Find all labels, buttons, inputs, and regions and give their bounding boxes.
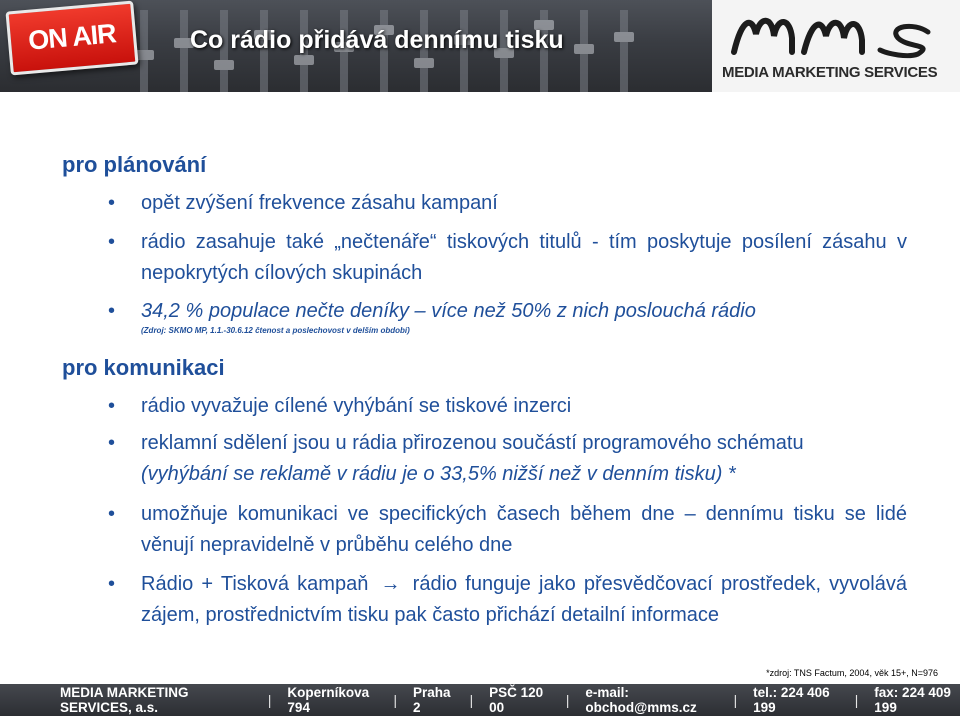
footer-bar xyxy=(0,684,960,716)
mms-logo-mark-icon xyxy=(728,8,948,60)
mms-logo xyxy=(712,0,960,92)
footer-separator: | xyxy=(267,692,272,708)
source-note: (Zdroj: SKMO MP, 1.1.-30.6.12 čtenost a poslechovost v delším období) xyxy=(141,326,410,335)
bullet-icon: • xyxy=(108,432,116,454)
list-item: reklamní sdělení jsou u rádia přirozenou součástí programového schématu xyxy=(141,432,804,454)
arrow-right-icon: → xyxy=(380,573,401,595)
section-title-communication: pro komunikaci xyxy=(62,355,225,380)
list-item: rádio vyvažuje cílené vyhýbání se tiskové inzerci xyxy=(141,395,572,417)
bullet-icon: • xyxy=(108,573,116,595)
list-item-continuation: (vyhýbání se reklamě v rádiu je o 33,5% nižší než v denním tisku) * xyxy=(141,463,736,485)
footer-separator: | xyxy=(393,692,397,708)
footer-separator: | xyxy=(854,692,859,708)
list-item: rádio zasahuje také „nečtenáře“ tiskových titulů - tím poskytuje posílení zásahu v nepokrytých cílových skupinách xyxy=(141,231,907,284)
list-item xyxy=(141,569,907,631)
bullet-icon: • xyxy=(108,300,116,322)
list-item: umožňuje komunikaci ve specifických časech během dne – dennímu tisku se lidé věnují nepravidelně v průběhu celého dne xyxy=(141,503,907,556)
bullet-icon: • xyxy=(108,231,116,253)
footer-street: Koperníkova 794 xyxy=(287,685,370,715)
campaign-combo-text: Rádio + Tisková kampaň xyxy=(141,573,369,595)
bullet-icon: • xyxy=(108,503,116,525)
list-item: opět zvýšení frekvence zásahu kampaní xyxy=(141,192,498,214)
footer-city: Praha 2 xyxy=(412,685,451,715)
list-item: 34,2 % populace nečte deníky – více než 50% z nich poslouchá rádio xyxy=(141,300,756,322)
footer-phone: tel.: 224 406 199 xyxy=(753,685,830,715)
footer-company: MEDIA MARKETING SERVICES, a.s. xyxy=(60,685,189,715)
footer-separator: | xyxy=(469,692,474,708)
footer-separator: | xyxy=(565,692,570,708)
footer-email: e-mail: obchod@mms.cz xyxy=(585,685,697,715)
footer-postcode: PSČ 120 00 xyxy=(489,685,544,715)
header-banner xyxy=(0,0,960,92)
on-air-label: ON AIR xyxy=(27,18,117,56)
footnote-source: *zdroj: TNS Factum, 2004, věk 15+, N=976 xyxy=(766,668,938,678)
footer-fax: fax: 224 409 199 xyxy=(874,685,951,715)
bullet-icon: • xyxy=(108,192,116,214)
campaign-effect-text: rádio funguje jako přesvědčovací prostředek, vyvolává zájem, prostřednictvím tisku pak často přichází detailní informace xyxy=(141,573,907,626)
bullet-icon: • xyxy=(108,395,116,417)
page-title: Co rádio přidává dennímu tisku xyxy=(190,26,564,54)
on-air-sign xyxy=(5,1,138,76)
logo-company-name: MEDIA MARKETING SERVICES xyxy=(722,64,938,81)
section-title-planning: pro plánování xyxy=(62,152,207,177)
footer-separator: | xyxy=(733,692,738,708)
